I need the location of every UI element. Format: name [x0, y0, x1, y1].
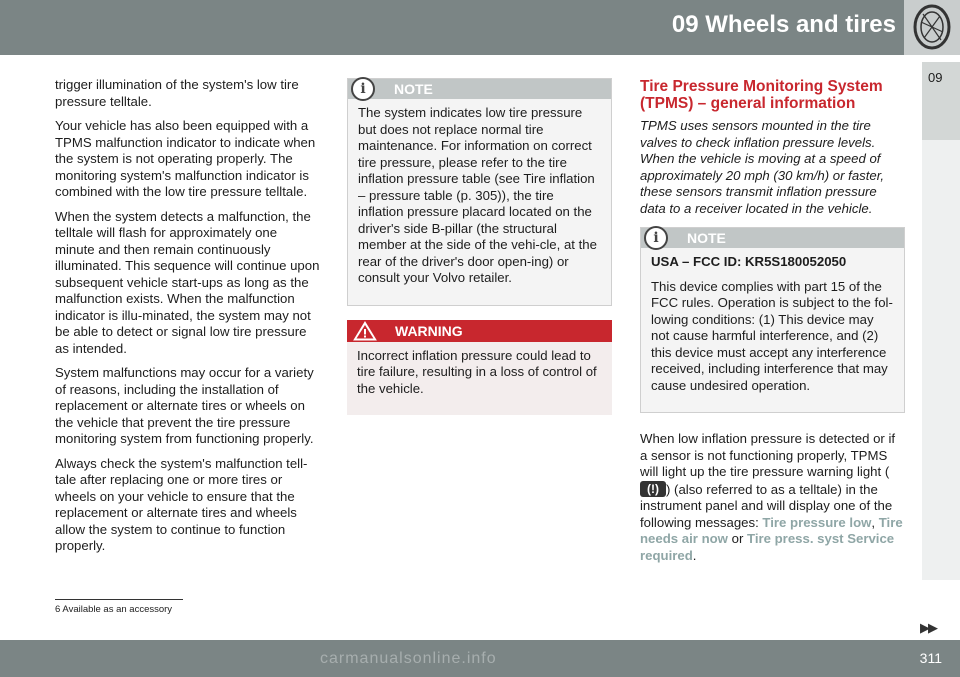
note-label: NOTE: [687, 230, 726, 246]
paragraph: Your vehicle has also been equipped with a TPMS malfunction indicator to indicate when the system is not operating properly. The monitoring system's malfunction indicator is combined with the low tire pressure telltale.: [55, 118, 316, 199]
text-column-2: [347, 78, 612, 429]
paragraph: System malfunctions may occur for a variety of reasons, including the installation of replacement or alternate tires or wheels on the vehicle that prevent the tire pressure monitoring system from functioning properly.: [55, 365, 314, 446]
info-icon: i: [644, 226, 668, 250]
note-header: [641, 228, 904, 248]
note-label: NOTE: [394, 81, 433, 97]
watermark: carmanualsonline.info: [320, 650, 497, 667]
note-box: [347, 78, 612, 306]
section-intro: TPMS uses sensors mounted in the tire valves to check inflation pressure levels. When the vehicle is moving at a speed of approximately 20 mph (30 km/h) or faster, these sensors transmit inflation pressure data to a receiver located in the vehicle.: [640, 118, 885, 216]
tire-icon: [904, 0, 960, 55]
note-text: This device complies with part 15 of the FCC rules. Operation is subject to the fol-lowing conditions: (1) This device may not cause harmful interference, and (2) this device must accept any interference received, including interference that may cause undesired operation.: [651, 278, 893, 393]
message-text: Tire pressure low: [762, 514, 872, 530]
paragraph: When the system detects a malfunction, the telltale will flash for approximately one minute and then remain continuously illuminated. This sequence will continue upon subsequent vehicle start-ups as long as the malfunction exists. When the malfunction indicator is illu-minated, the system may not be able to detect or signal low tire pressure as intended.: [55, 208, 320, 356]
page-header: [0, 0, 960, 55]
note-text: The system indicates low tire pressure but does not replace normal tire maintenance. For information on correct tire pressure, please refer to the tire inflation pressure table (see Tire inflation – pressure table (p. 305)), the tire inflation pressure placard located on the driver's side B-pillar (the structural member at the side of the vehi-cle, at the rear of the driver's door open-ing) or consult your Volvo retailer.: [358, 105, 597, 285]
page-number: 311: [919, 650, 942, 666]
note-box: [640, 227, 905, 413]
warning-box: [347, 320, 612, 416]
chapter-title: 09 Wheels and tires: [671, 11, 896, 38]
tpms-paragraph: When low inflation pressure is detected or if a sensor is not functioning properly, TPMS will light up the tire pressure warning light ( (!) ) (also referred to as a telltale) in the instrument panel and will display one of the following messages: Tire pressure low, Tire needs air now or Tire press. syst Service required.: [640, 431, 903, 563]
tire-pressure-warning-icon: (!): [640, 481, 666, 497]
fcc-id: USA – FCC ID: KR5S180052050: [651, 254, 847, 269]
body-text: When low inflation pressure is detected or if a sensor is not functioning properly, TPMS will light up the tire pressure warning light (: [640, 431, 896, 479]
section-title: Tire Pressure Monitoring System (TPMS) – general information: [640, 78, 883, 112]
warning-triangle-icon: [353, 321, 377, 341]
text-column-3: [640, 78, 905, 572]
footnote-divider: [55, 599, 183, 600]
chapter-tab[interactable]: [922, 62, 960, 140]
double-chevron-right-icon[interactable]: ▶▶: [920, 620, 936, 635]
info-icon: i: [351, 77, 375, 101]
note-header: [348, 79, 611, 99]
paragraph: trigger illumination of the system's low tire pressure telltale.: [55, 77, 299, 109]
text-column-1: [55, 77, 320, 563]
footnote: 6 Available as an accessory: [55, 604, 173, 615]
paragraph: Always check the system's malfunction tell-tale after replacing one or more tires or wheels on your vehicle to ensure that the replacement or alternate tires and wheels allow the system to continue to function properly.: [55, 455, 308, 553]
side-margin: [922, 140, 960, 580]
message-text: Tire press. syst Service required: [640, 531, 895, 563]
message-text: Tire needs air now: [640, 514, 903, 546]
warning-label: WARNING: [395, 322, 463, 339]
warning-text: Incorrect inflation pressure could lead to tire failure, resulting in a loss of control of the vehicle.: [357, 347, 597, 396]
body-text: ) (also referred to as a telltale) in the instrument panel and will display one of the following messages:: [640, 481, 893, 530]
warning-header: [347, 320, 612, 342]
chapter-tab-label: 09: [928, 70, 943, 85]
